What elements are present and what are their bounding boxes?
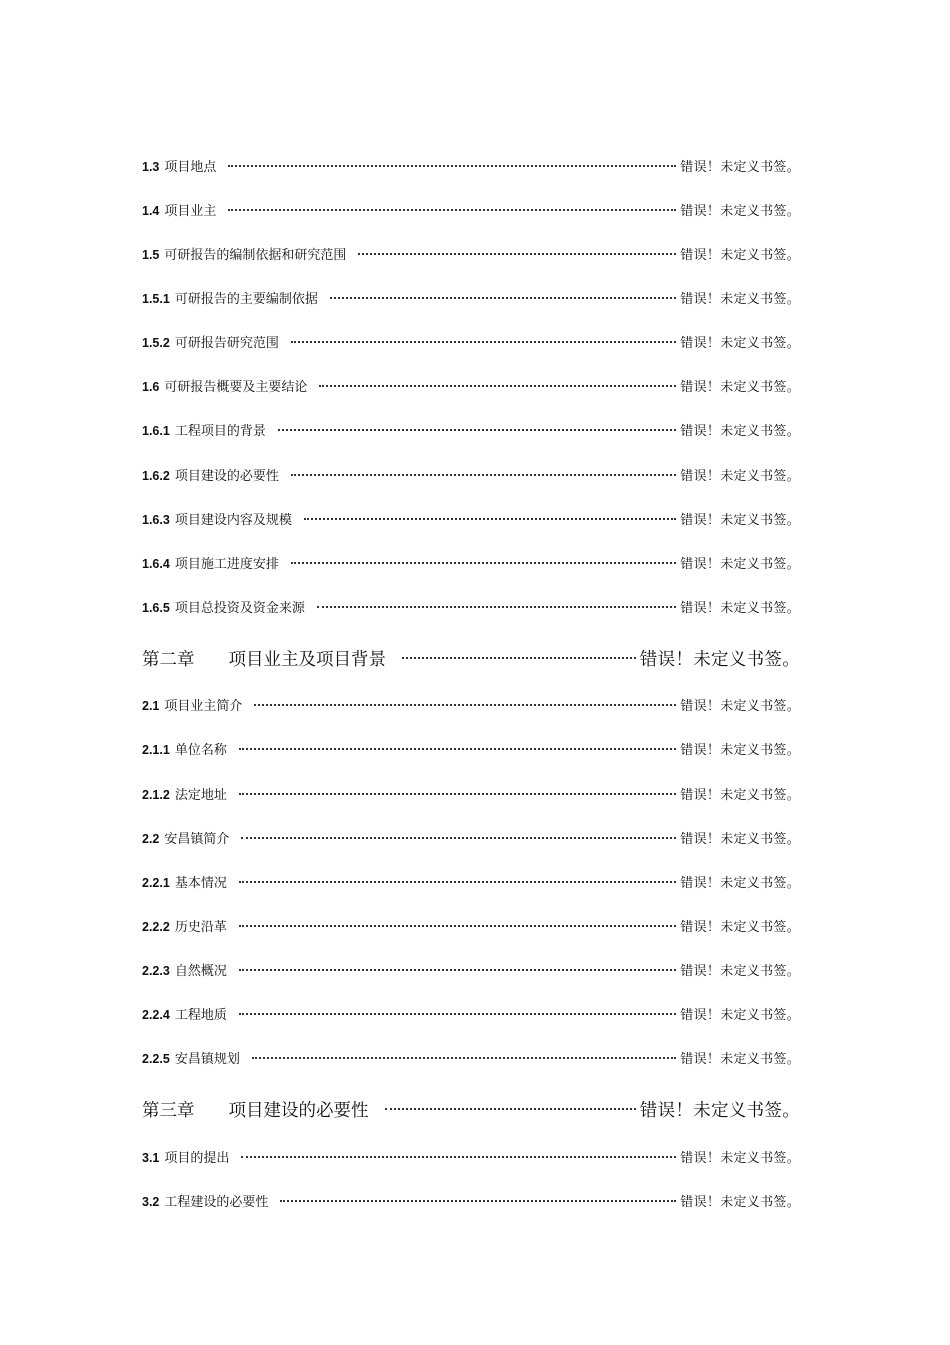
toc-entry[interactable] xyxy=(142,915,800,937)
dot-leader xyxy=(291,548,676,564)
toc-chapter-title: 项目建设的必要性 xyxy=(228,1101,369,1121)
toc-entry-title: 项目施工进度安排 xyxy=(174,557,279,572)
toc-entry[interactable] xyxy=(142,287,800,309)
toc-entry[interactable] xyxy=(142,552,800,574)
toc-entry-title: 自然概况 xyxy=(174,964,227,979)
toc-entry-page-ref: 错误！未定义书签。 xyxy=(680,557,800,572)
toc-entry[interactable] xyxy=(142,1146,800,1168)
toc-entry-title: 项目业主简介 xyxy=(164,699,243,714)
dot-leader xyxy=(317,592,676,608)
toc-entry-page-ref: 错误！未定义书签。 xyxy=(680,699,800,714)
dot-leader xyxy=(239,867,676,883)
dot-leader xyxy=(241,823,676,839)
toc-entry-page-ref: 错误！未定义书签。 xyxy=(680,1151,800,1166)
toc-entry-title: 基本情况 xyxy=(174,876,227,891)
toc-entry-number: 2.1 xyxy=(142,699,160,713)
dot-leader xyxy=(330,283,676,299)
toc-entry[interactable] xyxy=(142,596,800,618)
toc-entry[interactable] xyxy=(142,738,800,760)
toc-entry[interactable] xyxy=(142,199,800,221)
toc-chapter-title: 项目业主及项目背景 xyxy=(228,650,386,670)
toc-entry-page-ref: 错误！未定义书签。 xyxy=(680,876,800,891)
toc-entry-title: 项目建设的必要性 xyxy=(174,469,279,484)
toc-entry-number: 1.5.2 xyxy=(142,336,170,350)
dot-leader xyxy=(239,955,676,971)
dot-leader xyxy=(254,690,676,706)
toc-entry-page-ref: 错误！未定义书签。 xyxy=(680,160,800,175)
toc-entry-number: 2.2.4 xyxy=(142,1008,170,1022)
toc-chapter-number: 第二章 xyxy=(142,650,195,670)
toc-entry-title: 工程建设的必要性 xyxy=(164,1195,269,1210)
toc-entry-page-ref: 错误！未定义书签。 xyxy=(680,469,800,484)
toc-entry-title: 项目地点 xyxy=(164,160,217,175)
toc-entry[interactable] xyxy=(142,783,800,805)
toc-entry-page-ref: 错误！未定义书签。 xyxy=(680,964,800,979)
dot-leader xyxy=(280,1186,676,1202)
toc-entry[interactable] xyxy=(142,827,800,849)
toc-entry-title: 项目的提出 xyxy=(164,1151,230,1166)
toc-entry-title: 项目总投资及资金来源 xyxy=(174,601,305,616)
toc-entry-number: 1.6 xyxy=(142,380,160,394)
dot-leader xyxy=(239,779,676,795)
toc-entry-title: 项目业主 xyxy=(164,204,217,219)
toc-entry[interactable] xyxy=(142,959,800,981)
toc-entry[interactable] xyxy=(142,331,800,353)
toc-entry-number: 1.5.1 xyxy=(142,292,170,306)
dot-leader xyxy=(228,195,676,211)
toc-entry-page-ref: 错误！未定义书签。 xyxy=(639,1101,800,1121)
toc-entry[interactable] xyxy=(142,508,800,530)
toc-entry-page-ref: 错误！未定义书签。 xyxy=(680,1195,800,1210)
toc-entry-number: 1.6.3 xyxy=(142,513,170,527)
toc-entry-number: 2.2.5 xyxy=(142,1052,170,1066)
dot-leader xyxy=(385,1092,636,1110)
toc-entry[interactable] xyxy=(142,1047,800,1069)
dot-leader xyxy=(358,239,676,255)
dot-leader xyxy=(228,151,676,167)
dot-leader xyxy=(291,327,676,343)
dot-leader xyxy=(319,371,676,387)
toc-entry-title: 可研报告研究范围 xyxy=(174,336,279,351)
toc-entry-number: 1.6.4 xyxy=(142,557,170,571)
toc-entry-page-ref: 错误！未定义书签。 xyxy=(680,1008,800,1023)
toc-entry-page-ref: 错误！未定义书签。 xyxy=(680,920,800,935)
toc-entry-number: 2.2 xyxy=(142,832,160,846)
toc-entry-number: 2.2.2 xyxy=(142,920,170,934)
dot-leader xyxy=(239,999,676,1015)
dot-leader xyxy=(239,911,676,927)
toc-entry-page-ref: 错误！未定义书签。 xyxy=(680,204,800,219)
toc-entry-title: 安昌镇规划 xyxy=(174,1052,240,1067)
toc-entry-title: 法定地址 xyxy=(174,788,227,803)
toc-entry[interactable] xyxy=(142,694,800,716)
toc-entry-number: 2.2.1 xyxy=(142,876,170,890)
dot-leader xyxy=(402,641,636,659)
dot-leader xyxy=(239,734,676,750)
dot-leader xyxy=(291,460,676,476)
toc-entry-title: 安昌镇简介 xyxy=(164,832,230,847)
toc-entry-number: 3.1 xyxy=(142,1151,160,1165)
toc-entry-title: 可研报告的编制依据和研究范围 xyxy=(164,248,347,263)
toc-entry-page-ref: 错误！未定义书签。 xyxy=(680,601,800,616)
toc-entry[interactable] xyxy=(142,243,800,265)
dot-leader xyxy=(241,1142,676,1158)
toc-entry-page-ref: 错误！未定义书签。 xyxy=(680,743,800,758)
toc-entry-title: 可研报告的主要编制依据 xyxy=(174,292,318,307)
toc-entry-page-ref: 错误！未定义书签。 xyxy=(680,380,800,395)
toc-entry-number: 1.6.1 xyxy=(142,424,170,438)
toc-entry-page-ref: 错误！未定义书签。 xyxy=(680,292,800,307)
toc-entry-title: 可研报告概要及主要结论 xyxy=(164,380,308,395)
toc-entry-number: 1.6.2 xyxy=(142,469,170,483)
toc-entry-page-ref: 错误！未定义书签。 xyxy=(680,336,800,351)
toc-entry[interactable] xyxy=(142,1003,800,1025)
toc-entry-number: 3.2 xyxy=(142,1195,160,1209)
toc-entry-title: 项目建设内容及规模 xyxy=(174,513,292,528)
toc-entry-title: 单位名称 xyxy=(174,743,227,758)
toc-entry[interactable] xyxy=(142,464,800,486)
toc-entry-number: 1.5 xyxy=(142,248,160,262)
toc-entry-number: 2.2.3 xyxy=(142,964,170,978)
toc-entry-page-ref: 错误！未定义书签。 xyxy=(680,1052,800,1067)
toc-entry-page-ref: 错误！未定义书签。 xyxy=(680,248,800,263)
toc-entry-number: 2.1.2 xyxy=(142,788,170,802)
dot-leader xyxy=(252,1043,676,1059)
toc-entry-page-ref: 错误！未定义书签。 xyxy=(680,424,800,439)
toc-chapter-entry[interactable] xyxy=(142,1098,800,1123)
toc-entry-number: 2.1.1 xyxy=(142,743,170,757)
toc-entry-number: 1.4 xyxy=(142,204,160,218)
toc-entry-number: 1.6.5 xyxy=(142,601,170,615)
dot-leader xyxy=(278,415,676,431)
toc-entry[interactable] xyxy=(142,419,800,441)
toc-entry-title: 工程地质 xyxy=(174,1008,227,1023)
toc-entry-page-ref: 错误！未定义书签。 xyxy=(680,513,800,528)
toc-entry-number: 1.3 xyxy=(142,160,160,174)
toc-entry[interactable] xyxy=(142,1190,800,1212)
toc-entry-title: 历史沿革 xyxy=(174,920,227,935)
toc-entry-page-ref: 错误！未定义书签。 xyxy=(680,832,800,847)
toc-chapter-entry[interactable] xyxy=(142,647,800,672)
toc-entry-page-ref: 错误！未定义书签。 xyxy=(639,650,800,670)
toc-entry-title: 工程项目的背景 xyxy=(174,424,266,439)
toc-entry[interactable] xyxy=(142,155,800,177)
toc-entry-page-ref: 错误！未定义书签。 xyxy=(680,788,800,803)
toc-entry[interactable] xyxy=(142,375,800,397)
dot-leader xyxy=(304,504,676,520)
toc-entry[interactable] xyxy=(142,871,800,893)
toc-chapter-number: 第三章 xyxy=(142,1101,195,1121)
